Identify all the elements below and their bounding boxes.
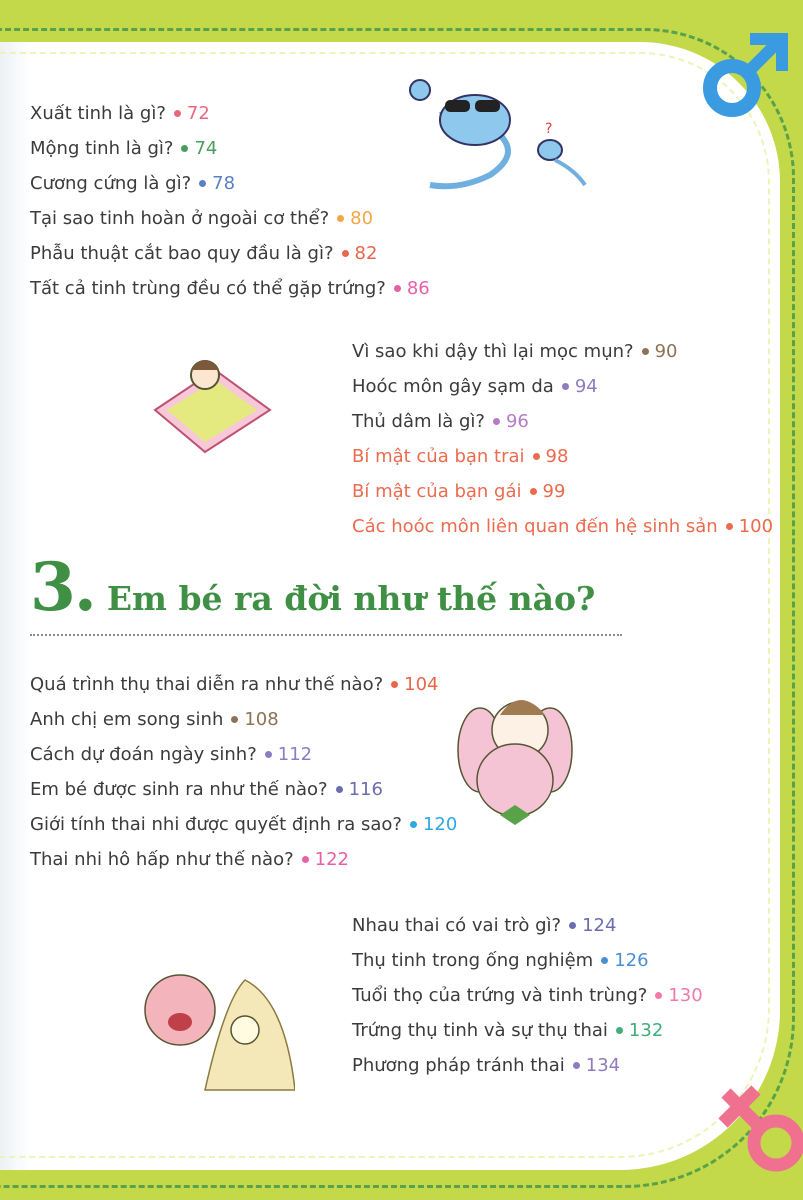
bullet-dot (616, 1027, 623, 1034)
bullet-dot (391, 681, 398, 688)
page-number: 90 (654, 341, 678, 362)
page-number: 78 (212, 173, 236, 194)
toc-item-label: Vì sao khi dậy thì lại mọc mụn? (352, 341, 634, 362)
chapter-number: 3. (30, 548, 95, 626)
page-number: 126 (614, 950, 649, 971)
page-number: 100 (738, 516, 774, 537)
chapter-heading (30, 548, 595, 626)
page-number: 96 (505, 411, 529, 432)
toc-item-label: Tất cả tinh trùng đều có thể gặp trứng? (30, 278, 386, 299)
toc-item-label: Em bé được sinh ra như thế nào? (30, 779, 328, 800)
page-number: 74 (194, 138, 218, 159)
toc-item[interactable] (30, 201, 430, 236)
toc-item[interactable] (352, 509, 773, 544)
toc-item[interactable] (30, 772, 457, 807)
toc-item[interactable] (30, 96, 430, 131)
page-number: 86 (406, 278, 430, 299)
page-number: 120 (422, 814, 458, 835)
toc-item[interactable] (30, 131, 430, 166)
toc-item[interactable] (352, 474, 773, 509)
page-number: 72 (186, 103, 210, 124)
toc-item[interactable] (30, 737, 457, 772)
page-number: 122 (314, 849, 349, 870)
bullet-dot (265, 751, 272, 758)
toc-item[interactable] (352, 334, 773, 369)
toc-item-label: Giới tính thai nhi được quyết định ra sao? (30, 814, 402, 835)
toc-item-label: Bí mật của bạn gái (352, 481, 522, 502)
toc-section-a (30, 96, 430, 306)
chapter-title: Em bé ra đời như thế nào? (106, 579, 596, 618)
bullet-dot (655, 992, 662, 999)
toc-item[interactable] (352, 369, 773, 404)
toc-item-label: Quá trình thụ thai diễn ra như thế nào? (30, 674, 384, 695)
bullet-dot (726, 523, 733, 530)
toc-item-label: Tuổi thọ của trứng và tinh trùng? (352, 985, 648, 1006)
page-number: 132 (628, 1020, 664, 1041)
bullet-dot (601, 957, 608, 964)
toc-item-label: Thai nhi hô hấp như thế nào? (30, 849, 294, 870)
page-number: 116 (348, 779, 383, 800)
page-number: 130 (668, 985, 703, 1006)
toc-item[interactable] (30, 702, 457, 737)
bullet-dot (569, 922, 576, 929)
page-number: 134 (585, 1055, 621, 1076)
toc-item[interactable] (352, 978, 703, 1013)
toc-item-label: Phương pháp tránh thai (352, 1055, 565, 1076)
toc-item[interactable] (30, 271, 430, 306)
baby-in-flower-illustration (455, 675, 575, 835)
bullet-dot (337, 215, 344, 222)
toc-item-label: Xuất tinh là gì? (30, 103, 166, 124)
page-number: 124 (582, 915, 617, 936)
toc-section-c (30, 667, 457, 877)
toc-item-label: Bí mật của bạn trai (352, 446, 525, 467)
toc-item-label: Thủ dâm là gì? (352, 411, 485, 432)
bullet-dot (302, 856, 309, 863)
toc-item-label: Trứng thụ tinh và sự thụ thai (352, 1020, 608, 1041)
page-number: 99 (542, 481, 566, 502)
toc-item-label: Nhau thai có vai trò gì? (352, 915, 562, 936)
female-symbol-icon (718, 1085, 803, 1200)
bullet-dot (642, 348, 649, 355)
toc-item[interactable] (352, 908, 703, 943)
dotted-divider (30, 634, 622, 636)
toc-item[interactable] (30, 236, 430, 271)
page-number: 80 (350, 208, 374, 229)
bullet-dot (336, 786, 343, 793)
toc-item-label: Các hoóc môn liên quan đến hệ sinh sản (352, 516, 718, 537)
boy-in-bed-illustration (145, 340, 275, 460)
bullet-dot (530, 488, 537, 495)
toc-item[interactable] (30, 166, 430, 201)
toc-item[interactable] (30, 667, 457, 702)
toc-item[interactable] (352, 404, 773, 439)
bullet-dot (231, 716, 238, 723)
page-number: 104 (404, 674, 439, 695)
toc-item-label: Anh chị em song sinh (30, 709, 224, 730)
male-symbol-icon (700, 28, 792, 120)
page-number: 82 (354, 243, 378, 264)
toc-item[interactable] (352, 1013, 703, 1048)
egg-and-sperm-illustration (135, 960, 295, 1095)
bullet-dot (342, 250, 349, 257)
page-number: 94 (574, 376, 598, 397)
page-number: 98 (545, 446, 569, 467)
toc-item[interactable] (30, 842, 457, 877)
toc-section-d (352, 908, 703, 1083)
bullet-dot (174, 110, 181, 117)
page-number: 112 (277, 744, 313, 765)
toc-item[interactable] (30, 807, 457, 842)
toc-item[interactable] (352, 439, 773, 474)
bullet-dot (199, 180, 206, 187)
svg-text:?: ? (545, 121, 553, 137)
toc-item-label: Phẫu thuật cắt bao quy đầu là gì? (30, 243, 334, 264)
page-number: 108 (244, 709, 279, 730)
toc-section-b (352, 334, 773, 544)
bullet-dot (410, 821, 417, 828)
bullet-dot (533, 453, 540, 460)
toc-item[interactable] (352, 1048, 703, 1083)
toc-item-label: Thụ tinh trong ống nghiệm (352, 950, 594, 971)
toc-item-label: Hoóc môn gây sạm da (352, 376, 554, 397)
toc-item-label: Tại sao tinh hoàn ở ngoài cơ thể? (30, 208, 330, 229)
bullet-dot (181, 145, 188, 152)
toc-item[interactable] (352, 943, 703, 978)
toc-item-label: Cách dự đoán ngày sinh? (30, 744, 257, 765)
bullet-dot (562, 383, 569, 390)
toc-item-label: Mộng tinh là gì? (30, 138, 174, 159)
bullet-dot (493, 418, 500, 425)
toc-item-label: Cương cứng là gì? (30, 173, 192, 194)
bullet-dot (573, 1062, 580, 1069)
bullet-dot (394, 285, 401, 292)
